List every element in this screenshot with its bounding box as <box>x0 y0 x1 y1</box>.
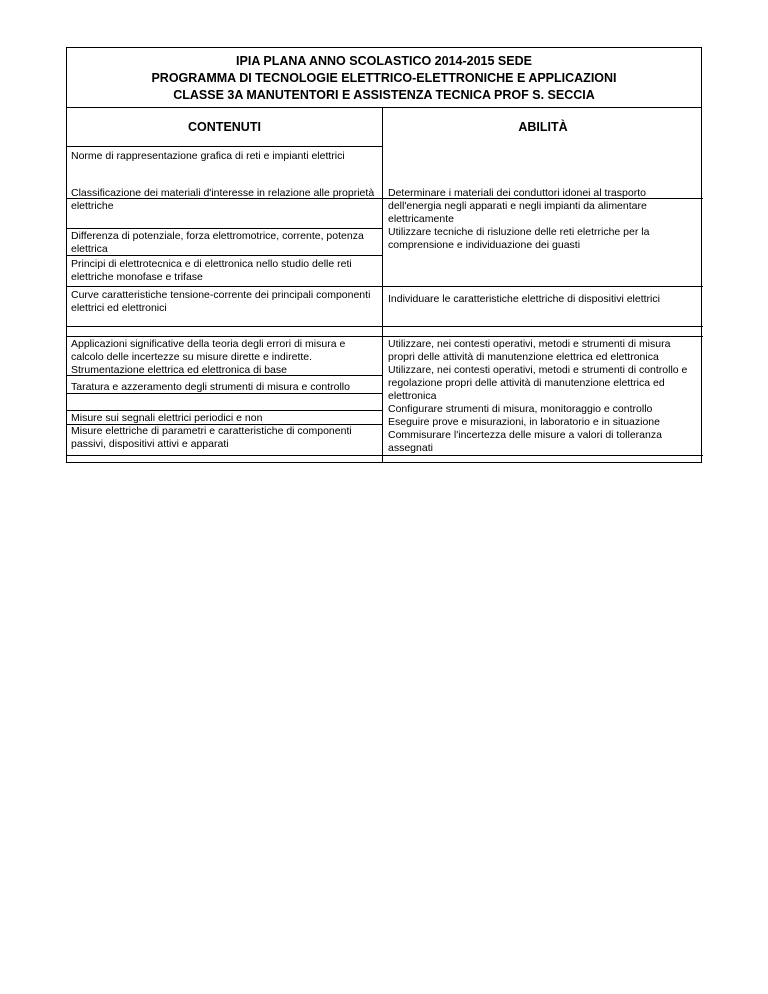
contenuti-item: Curve caratteristiche tensione-corrente dei principali componenti elettrici ed elettronici <box>71 289 371 314</box>
column-header-contenuti: CONTENUTI <box>188 120 261 134</box>
abilita-item: Determinare i materiali dei conduttori idonei al trasporto dell'energia negli apparati e negli impianti da alimentare elettricamente <box>388 187 647 225</box>
contenuti-item: Strumentazione elettrica ed elettronica di base <box>71 364 287 376</box>
contenuti-item: Differenza di potenziale, forza elettromotrice, corrente, potenza elettrica <box>71 230 364 255</box>
abilita-item: Utilizzare, nei contesti operativi, metodi e strumenti di misura propri delle attività di manutenzione elettrica ed elettronica <box>388 338 671 363</box>
program-table <box>66 108 702 463</box>
contenuti-item: Applicazioni significative della teoria degli errori di misura e calcolo delle incertezze su misure dirette e indirette. <box>71 338 346 363</box>
document-header <box>66 47 702 108</box>
header-line-3: CLASSE 3A MANUTENTORI E ASSISTENZA TECNICA PROF S. SECCIA <box>173 88 595 102</box>
contenuti-item: Classificazione dei materiali d'interesse in relazione alle proprietà elettriche <box>71 187 375 212</box>
contenuti-item: Norme di rappresentazione grafica di reti e impianti elettrici <box>71 150 345 162</box>
contenuti-item: Misure sui segnali elettrici periodici e non <box>71 412 263 424</box>
abilita-item: Commisurare l'incertezza delle misure a valori di tolleranza assegnati <box>388 429 662 454</box>
contenuti-item: Principi di elettrotecnica e di elettronica nello studio delle reti elettriche monofase e trifase <box>71 258 352 283</box>
column-header-abilita: ABILITÀ <box>518 120 568 134</box>
header-line-1: IPIA PLANA ANNO SCOLASTICO 2014-2015 SEDE <box>236 54 532 68</box>
abilita-item: Individuare le caratteristiche elettriche di dispositivi elettrici <box>388 293 660 305</box>
abilita-item: Configurare strumenti di misura, monitoraggio e controllo <box>388 403 653 415</box>
abilita-item: Utilizzare tecniche di risluzione delle reti eletrriche per la comprensione e individuazione dei guasti <box>388 226 650 251</box>
contenuti-item: Taratura e azzeramento degli strumenti di misura e controllo <box>71 381 350 393</box>
header-line-2: PROGRAMMA DI TECNOLOGIE ELETTRICO-ELETTRONICHE E APPLICAZIONI <box>151 71 617 85</box>
abilita-item: Utilizzare, nei contesti operativi, metodi e strumenti di controllo e regolazione propri delle attività di manutenzione elettrica ed elettronica <box>388 364 688 402</box>
abilita-item: Eseguire prove e misurazioni, in laboratorio e in situazione <box>388 416 660 428</box>
program-document <box>66 47 702 463</box>
contenuti-item: Misure elettriche di parametri e caratteristiche di componenti passivi, dispositivi attivi e apparati <box>71 425 352 450</box>
